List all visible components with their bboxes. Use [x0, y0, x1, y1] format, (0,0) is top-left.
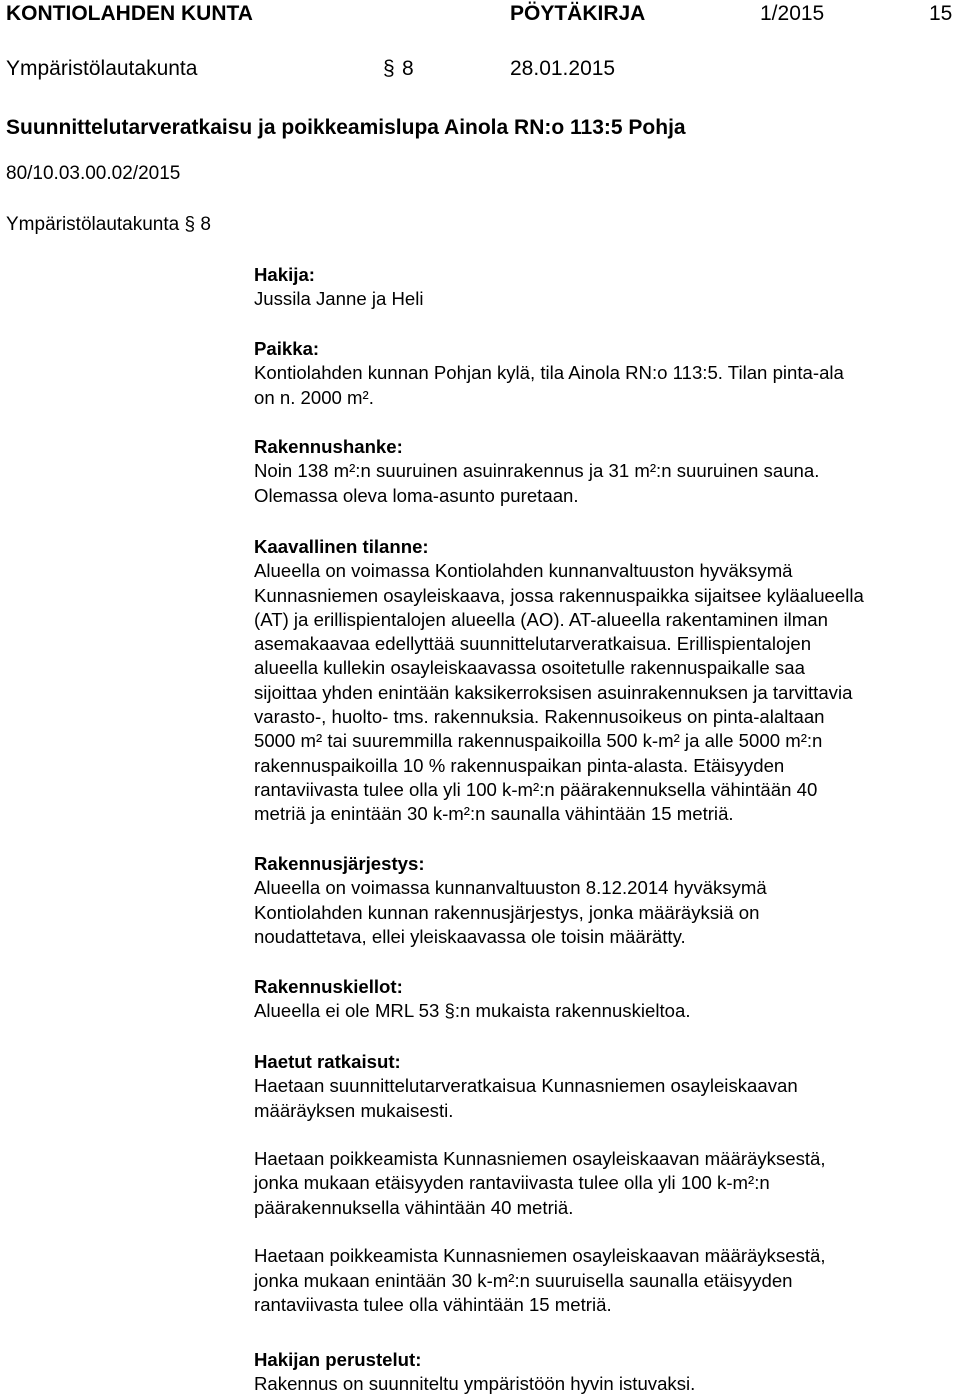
page-title: Suunnittelutarveratkaisu ja poikkeamislupa Ainola RN:o 113:5 Pohja — [6, 116, 686, 139]
section-project — [254, 435, 954, 508]
section-line: Noin 138 m²:n suuruinen asuinrakennus ja 31 m²:n suuruinen sauna. — [254, 460, 820, 482]
section-line: Kunnasniemen osayleiskaava, jossa rakennuspaikka sijaitsee kyläalueella — [254, 584, 864, 606]
doc-number: 1/2015 — [760, 2, 825, 25]
section-label: Kaavallinen tilanne: — [254, 536, 429, 557]
section-line: määräyksen mukaisesti. — [254, 1099, 454, 1121]
section-line: Kontiolahden kunnan Pohjan kylä, tila Ainola RN:o 113:5. Tilan pinta-ala — [254, 362, 844, 384]
section-line: jonka mukaan enintään 30 k-m²:n suuruisella saunalla etäisyyden — [254, 1269, 793, 1291]
section-line: Alueella on voimassa kunnanvaltuuston 8.12.2014 hyväksymä — [254, 877, 767, 899]
section-label: Hakijan perustelut: — [254, 1349, 422, 1370]
section-line: Jussila Janne ja Heli — [254, 288, 424, 310]
reference-code: 80/10.03.00.02/2015 — [6, 163, 181, 184]
section-label: Rakennushanke: — [254, 436, 403, 457]
section-building-order — [254, 852, 954, 949]
section-place — [254, 337, 954, 410]
board-name: Ympäristölautakunta — [6, 57, 198, 80]
section-line: jonka mukaan etäisyyden rantaviivasta tulee olla yli 100 k-m²:n — [254, 1172, 770, 1194]
section-label: Rakennusjärjestys: — [254, 853, 425, 874]
section-grounds — [254, 1348, 954, 1397]
section-line: rakennuspaikoilla 10 % rakennuspaikan pinta-alasta. Etäisyyden — [254, 754, 785, 776]
meeting-date: 28.01.2015 — [510, 57, 616, 80]
section-label: Paikka: — [254, 338, 320, 359]
section-line: Haetaan poikkeamista Kunnasniemen osayleiskaavan määräyksestä, — [254, 1148, 826, 1170]
section-line: Alueella on voimassa Kontiolahden kunnanvaltuuston hyväksymä — [254, 560, 793, 582]
section-line: päärakennuksella vähintään 40 metriä. — [254, 1196, 574, 1218]
section-line: on n. 2000 m². — [254, 386, 374, 408]
section-sign: § — [383, 57, 395, 80]
section-line: sijoittaa yhden enintään kaksikerroksisen asuinrakennuksen ja tarvittavia — [254, 681, 853, 703]
page-number: 15 — [929, 2, 953, 25]
section-number: 8 — [402, 57, 414, 80]
section-line: asemakaavaa edellyttää suunnittelutarveratkaisua. Erillispientalojen — [254, 633, 812, 655]
section-line: 5000 m² tai suuremmilla rakennuspaikoilla 500 k-m² ja alle 5000 m²:n — [254, 730, 823, 752]
section-zoning — [254, 535, 954, 827]
section-line: Olemassa oleva loma-asunto puretaan. — [254, 484, 579, 506]
section-line: rantaviivasta tulee olla yli 100 k-m²:n päärakennuksella vähintään 40 — [254, 778, 818, 800]
section-applicant — [254, 263, 954, 312]
section-line: alueella kullekin osayleiskaavassa osoitetulle rakennuspaikalle saa — [254, 657, 805, 679]
section-line: Alueella ei ole MRL 53 §:n mukaista rakennuskieltoa. — [254, 1000, 691, 1022]
section-line: Haetaan poikkeamista Kunnasniemen osayleiskaavan määräyksestä, — [254, 1245, 826, 1267]
section-line: Rakennus on suunniteltu ympäristöön hyvin istuvaksi. — [254, 1373, 696, 1395]
org-name: KONTIOLAHDEN KUNTA — [6, 2, 253, 25]
section-line: noudattetava, ellei yleiskaavassa ole toisin määrätty. — [254, 925, 686, 947]
doc-type: PÖYTÄKIRJA — [510, 2, 646, 25]
section-label: Hakija: — [254, 264, 315, 285]
section-requested — [254, 1050, 954, 1317]
section-line: varasto-, huolto- tms. rakennuksia. Rakennusoikeus on pinta-alaltaan — [254, 706, 825, 728]
board-reference: Ympäristölautakunta § 8 — [6, 214, 211, 235]
section-line: rantaviivasta tulee olla vähintään 15 metriä. — [254, 1293, 612, 1315]
section-building-bans — [254, 975, 954, 1024]
section-line: metriä ja enintään 30 k-m²:n saunalla vähintään 15 metriä. — [254, 803, 734, 825]
section-label: Rakennuskiellot: — [254, 976, 403, 997]
section-label: Haetut ratkaisut: — [254, 1051, 401, 1072]
section-line: (AT) ja erillispientalojen alueella (AO). AT-alueella rakentaminen ilman — [254, 608, 828, 630]
section-line: Kontiolahden kunnan rakennusjärjestys, jonka määräyksiä on — [254, 901, 760, 923]
section-line: Haetaan suunnittelutarveratkaisua Kunnasniemen osayleiskaavan — [254, 1075, 798, 1097]
